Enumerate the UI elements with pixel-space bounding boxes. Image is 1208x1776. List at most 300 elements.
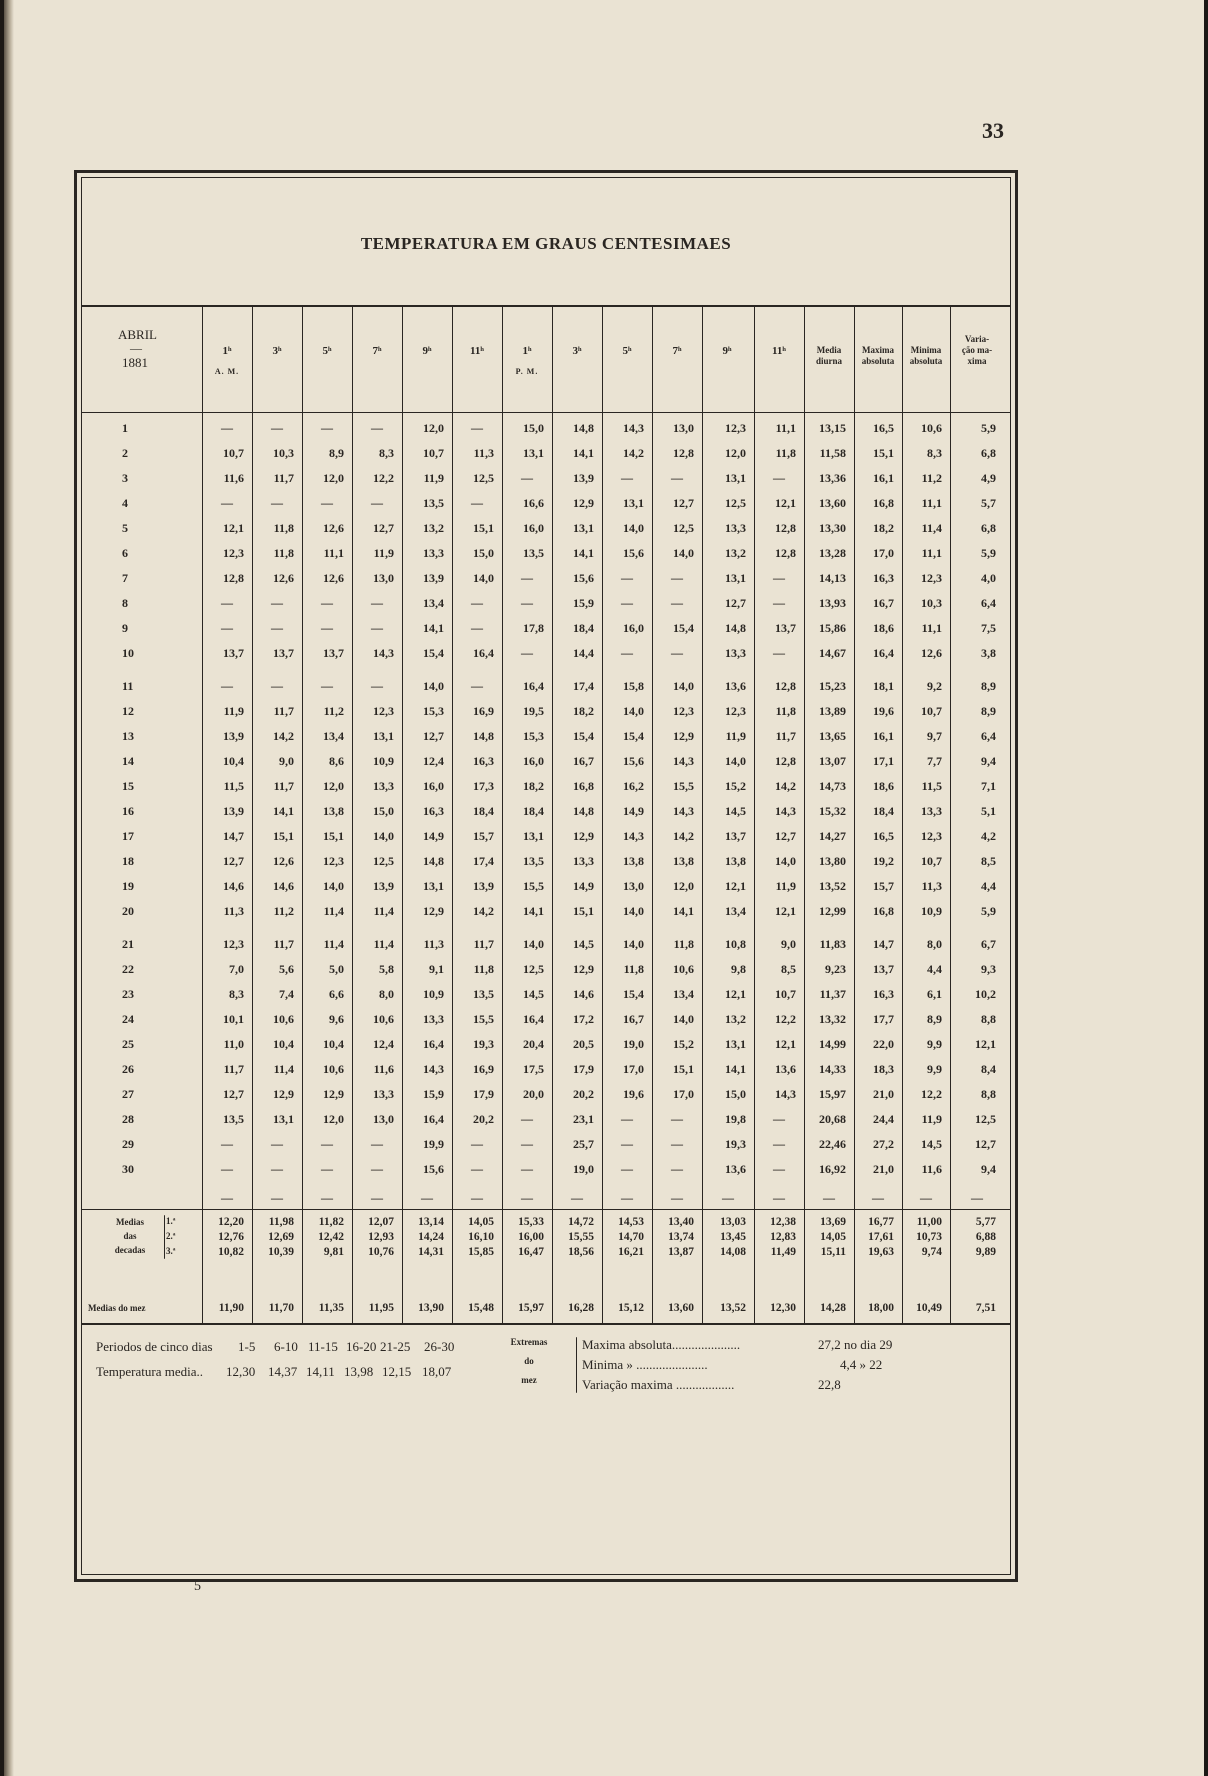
table-row [82,567,1010,589]
value-cell: 16,2 [623,779,644,793]
decade-mean-cell: 14,31 [418,1246,444,1258]
value-cell: 15,23 [819,679,846,693]
day-cell: 22 [122,962,134,976]
value-cell: 11,9 [423,471,444,485]
value-cell: 9,9 [927,1062,942,1076]
value-cell: 13,9 [223,804,244,818]
value-cell: 11,9 [725,729,746,743]
value-cell: — [671,1112,683,1126]
value-cell: 8,9 [927,1012,942,1026]
periods-label: Periodos de cinco dias [96,1339,213,1354]
value-cell: 10,1 [223,1012,244,1026]
decades-label: Medias das decadas [114,1217,146,1255]
header-hour-11 [702,307,752,412]
value-cell: 4,4 [927,962,942,976]
value-cell: 14,8 [573,804,594,818]
value-cell: — [271,421,283,435]
value-cell: 12,0 [323,1112,344,1126]
value-cell: 14,0 [473,571,494,585]
value-cell: 9,6 [329,1012,344,1026]
value-cell: 12,0 [323,471,344,485]
value-cell: 11,8 [623,962,644,976]
value-cell: 15,6 [623,754,644,768]
table-row [82,1008,1010,1030]
value-cell: 19,6 [623,1087,644,1101]
value-cell: 5,9 [981,546,996,560]
value-cell: 4,2 [981,829,996,843]
value-cell: 14,9 [623,804,644,818]
value-cell: 12,5 [725,496,746,510]
value-cell: 11,7 [775,729,796,743]
column-rule [652,307,653,1323]
header-pm: P. M. [515,367,539,376]
day-cell: 5 [122,521,128,535]
column-rule [754,307,755,1323]
value-cell: 12,7 [775,829,796,843]
value-cell: — [371,496,383,510]
value-cell: 16,0 [523,521,544,535]
value-cell: 12,1 [725,987,746,1001]
value-cell: 16,4 [523,1012,544,1026]
value-cell: 5,0 [329,962,344,976]
table-row [82,1158,1010,1180]
table-row [82,1133,1010,1155]
day-cell: 8 [122,596,128,610]
value-cell: 14,1 [423,621,444,635]
value-cell: 17,7 [873,1012,894,1026]
value-cell: — [271,1137,283,1151]
value-cell: 11,8 [673,937,694,951]
value-cell: 13,7 [223,646,244,660]
header-hour-10 [652,307,702,412]
day-cell: 9 [122,621,128,635]
value-cell: — [571,1191,583,1205]
value-cell: 15,7 [473,829,494,843]
value-cell: 11,9 [223,704,244,718]
value-cell: 12,3 [373,704,394,718]
value-cell: 12,9 [573,496,594,510]
page [4,0,1204,1776]
value-cell: 25,7 [573,1137,594,1151]
value-cell: 11,4 [373,937,394,951]
value-cell: 10,6 [273,1012,294,1026]
decade-number: 1.ª [166,1216,176,1226]
value-cell: — [521,571,533,585]
value-cell: 9,2 [927,679,942,693]
column-rule [804,307,805,1323]
value-cell: 15,7 [873,879,894,893]
value-cell: 16,4 [473,646,494,660]
variacao-maxima-label: Variação maxima .................. [582,1377,735,1392]
decade-mean-cell: 13,45 [720,1231,746,1243]
value-cell: — [471,621,483,635]
value-cell: 16,3 [473,754,494,768]
value-cell: — [823,1191,835,1205]
value-cell: 13,3 [373,779,394,793]
table-row [82,775,1010,797]
value-cell: — [621,1112,633,1126]
value-cell: 15,6 [623,546,644,560]
value-cell: 13,7 [273,646,294,660]
table-row [82,983,1010,1005]
value-cell: 14,0 [623,704,644,718]
period-temp: 13,98 [344,1364,374,1379]
period-temp: 12,15 [382,1364,412,1379]
value-cell: 8,5 [781,962,796,976]
value-cell: — [521,646,533,660]
day-cell: 18 [122,854,134,868]
value-cell: 8,3 [229,987,244,1001]
value-cell: — [621,471,633,485]
value-cell: 13,5 [523,854,544,868]
header-hour-label: 9ʰ [722,345,732,357]
day-cell: 3 [122,471,128,485]
value-cell: 13,8 [623,854,644,868]
decade-mean-cell: 10,76 [368,1246,394,1258]
value-cell: 13,1 [573,521,594,535]
value-cell: 11,3 [473,446,494,460]
value-cell: 19,2 [873,854,894,868]
value-cell: 12,9 [273,1087,294,1101]
value-cell: — [521,1112,533,1126]
value-cell: 12,9 [573,829,594,843]
value-cell: — [773,596,785,610]
value-cell: 14,5 [725,804,746,818]
value-cell: 4,4 [981,879,996,893]
value-cell: 12,5 [673,521,694,535]
value-cell: 14,1 [523,904,544,918]
header-maxima-absoluta: Maxima absoluta [861,345,895,366]
value-cell: 11,4 [323,937,344,951]
decade-mean-cell: 9,89 [975,1246,996,1258]
header-hour-6 [452,307,502,412]
value-cell: 18,2 [873,521,894,535]
value-cell: 15,2 [725,779,746,793]
value-cell: 15,9 [423,1087,444,1101]
value-cell: — [621,1191,633,1205]
column-rule [252,307,253,1323]
day-cell: 15 [122,779,134,793]
table-row [82,900,1010,922]
header-month-cell [82,307,202,412]
day-cell: 13 [122,729,134,743]
extremas-brace [576,1337,577,1393]
value-cell: 12,8 [223,571,244,585]
header-am: A. M. [214,367,240,376]
value-cell: — [471,1162,483,1176]
header-hour-label: 5ʰ [322,345,332,357]
value-cell: 12,9 [423,904,444,918]
day-cell: 10 [122,646,134,660]
decade-mean-cell: 15,85 [468,1246,494,1258]
value-cell: — [872,1191,884,1205]
value-cell: — [773,1137,785,1151]
value-cell: 8,4 [981,1062,996,1076]
value-cell: 16,4 [423,1037,444,1051]
value-cell: 10,7 [921,854,942,868]
header-hour-label: 3ʰ [272,345,282,357]
value-cell: 12,7 [223,1087,244,1101]
decade-mean-cell: 16,21 [618,1246,644,1258]
value-cell: 18,4 [573,621,594,635]
value-cell: 16,6 [523,496,544,510]
value-cell: 16,9 [473,704,494,718]
value-cell: 12,8 [775,754,796,768]
value-cell: 11,6 [373,1062,394,1076]
value-cell: 9,4 [981,1162,996,1176]
table-inner-frame [81,177,1011,1575]
value-cell: 14,9 [423,829,444,843]
value-cell: 12,9 [323,1087,344,1101]
value-cell: 13,1 [725,471,746,485]
value-cell: 12,3 [725,704,746,718]
value-cell: 21,0 [873,1087,894,1101]
table-row [82,825,1010,847]
value-cell: 11,7 [273,937,294,951]
value-cell: 12,3 [673,704,694,718]
header-hour-9 [602,307,652,412]
value-cell: 14,0 [423,679,444,693]
value-cell: 16,4 [523,679,544,693]
decade-mean-cell: 12,69 [268,1231,294,1243]
value-cell: 15,3 [423,704,444,718]
value-cell: 9,0 [279,754,294,768]
table-row [82,958,1010,980]
value-cell: 16,3 [873,987,894,1001]
value-cell: 10,7 [921,704,942,718]
value-cell: 16,0 [623,621,644,635]
value-cell: 10,4 [323,1037,344,1051]
value-cell: 12,9 [573,962,594,976]
decade-mean-cell: 11,98 [268,1216,294,1228]
header-hour-7 [502,307,552,412]
value-cell: 10,7 [775,987,796,1001]
decade-mean-cell: 19,63 [868,1246,894,1258]
value-cell: — [671,596,683,610]
value-cell: 11,3 [423,937,444,951]
value-cell: 11,8 [273,546,294,560]
decade-mean-cell: 5,77 [975,1216,996,1228]
value-cell: 13,07 [819,754,846,768]
decade-mean-cell: 13,74 [668,1231,694,1243]
month-means-label: Medias do mez [88,1303,146,1313]
value-cell: — [271,621,283,635]
header-hour-label: 5ʰ [622,345,632,357]
value-cell: 16,1 [873,471,894,485]
value-cell: — [321,679,333,693]
decade-mean-cell: 14,05 [820,1231,846,1243]
month-mean-cell: 15,12 [618,1302,644,1314]
value-cell: 14,2 [273,729,294,743]
value-cell: 15,0 [373,804,394,818]
value-cell: — [521,1162,533,1176]
month-means-row [82,1300,1010,1316]
value-cell: 22,0 [873,1037,894,1051]
value-cell: — [920,1191,932,1205]
value-cell: 11,6 [921,1162,942,1176]
table-title: TEMPERATURA EM GRAUS CENTESIMAES [360,234,732,253]
value-cell: 15,6 [573,571,594,585]
value-cell: — [621,596,633,610]
value-cell: 13,3 [921,804,942,818]
value-cell: 27,2 [873,1137,894,1151]
value-cell: — [671,1162,683,1176]
value-cell: 6,1 [927,987,942,1001]
value-cell: 13,3 [725,646,746,660]
value-cell: 11,9 [373,546,394,560]
value-cell: 13,4 [725,904,746,918]
value-cell: 11,83 [819,937,846,951]
value-cell: 14,27 [819,829,846,843]
day-cell: 27 [122,1087,134,1101]
value-cell: 11,58 [819,446,846,460]
value-cell: 13,32 [819,1012,846,1026]
day-cell: 24 [122,1012,134,1026]
value-cell: 16,5 [873,829,894,843]
value-cell: 12,0 [423,421,444,435]
value-cell: 15,8 [623,679,644,693]
header-hour-4 [352,307,402,412]
decade-mean-cell: 12,93 [368,1231,394,1243]
value-cell: — [371,421,383,435]
value-cell: 16,9 [473,1062,494,1076]
table-row [82,725,1010,747]
value-cell: 11,2 [323,704,344,718]
value-cell: 20,68 [819,1112,846,1126]
value-cell: 14,3 [775,1087,796,1101]
value-cell: 12,1 [775,1037,796,1051]
value-cell: 13,8 [323,804,344,818]
decade-number: 3.ª [166,1246,176,1256]
value-cell: 8,9 [981,704,996,718]
value-cell: 13,1 [725,1037,746,1051]
header-hour-label: 9ʰ [422,345,432,357]
value-cell: 14,8 [725,621,746,635]
value-cell: 15,5 [473,1012,494,1026]
decade-mean-cell: 17,61 [868,1231,894,1243]
min-absoluta-label: Minima » ...................... [582,1357,708,1372]
value-cell: 14,2 [673,829,694,843]
value-cell: 9,4 [981,754,996,768]
month-mean-cell: 11,70 [268,1302,294,1314]
value-cell: 12,3 [223,546,244,560]
table-row [82,875,1010,897]
value-cell: 19,0 [573,1162,594,1176]
value-cell: — [621,571,633,585]
value-cell: 12,6 [273,571,294,585]
value-cell: 5,7 [981,496,996,510]
decade-mean-cell: 13,03 [720,1216,746,1228]
value-cell: 14,4 [573,646,594,660]
value-cell: 10,4 [223,754,244,768]
value-cell: 10,9 [373,754,394,768]
column-rule [352,307,353,1323]
value-cell: 20,5 [573,1037,594,1051]
decade-mean-cell: 14,05 [468,1216,494,1228]
decade-mean-cell: 15,11 [820,1246,846,1258]
value-cell: 13,0 [623,879,644,893]
value-cell: 14,2 [775,779,796,793]
value-cell: — [773,1191,785,1205]
value-cell: — [671,1137,683,1151]
value-cell: 15,4 [423,646,444,660]
value-cell: 16,3 [423,804,444,818]
max-absoluta-value: 27,2 no dia 29 [818,1337,893,1352]
value-cell: 11,9 [921,1112,942,1126]
day-cell: 25 [122,1037,134,1051]
period-label: 1-5 [238,1339,256,1354]
value-cell: — [371,1191,383,1205]
value-cell: 14,1 [273,804,294,818]
decade-mean-cell: 14,53 [618,1216,644,1228]
value-cell: 9,0 [781,937,796,951]
value-cell: 15,1 [573,904,594,918]
decade-mean-cell: 16,77 [868,1216,894,1228]
value-cell: 15,6 [423,1162,444,1176]
value-cell: 17,4 [473,854,494,868]
value-cell: 12,6 [323,571,344,585]
header-year: 1881 [122,355,148,370]
value-cell: 13,5 [223,1112,244,1126]
value-cell: 14,0 [323,879,344,893]
value-cell: 9,7 [927,729,942,743]
value-cell: 14,0 [523,937,544,951]
value-cell: 19,3 [725,1137,746,1151]
decade-mean-cell: 13,40 [668,1216,694,1228]
value-cell: 10,3 [273,446,294,460]
value-cell: 17,5 [523,1062,544,1076]
value-cell: — [671,471,683,485]
value-cell: 15,1 [323,829,344,843]
value-cell: 11,5 [223,779,244,793]
decade-row [82,1229,1010,1245]
day-cell: 1 [122,421,128,435]
month-mean-cell: 11,95 [368,1302,394,1314]
value-cell: 15,0 [523,421,544,435]
value-cell: 15,4 [623,987,644,1001]
value-cell: 14,67 [819,646,846,660]
column-rule [902,307,903,1323]
value-cell: 13,5 [523,546,544,560]
value-cell: 6,8 [981,446,996,460]
value-cell: 11,4 [273,1062,294,1076]
value-cell: 12,7 [373,521,394,535]
value-cell: 6,8 [981,521,996,535]
value-cell: 8,8 [981,1012,996,1026]
value-cell: 14,8 [423,854,444,868]
value-cell: 18,6 [873,621,894,635]
value-cell: 17,1 [873,754,894,768]
value-cell: 13,9 [373,879,394,893]
value-cell: 8,6 [329,754,344,768]
value-cell: 13,4 [423,596,444,610]
value-cell: 14,13 [819,571,846,585]
value-cell: 11,1 [775,421,796,435]
header-hour-3 [302,307,352,412]
value-cell: 18,4 [873,804,894,818]
value-cell: 18,2 [573,704,594,718]
value-cell: 19,5 [523,704,544,718]
decade-mean-cell: 16,00 [518,1231,544,1243]
decade-mean-cell: 12,83 [770,1231,796,1243]
value-cell: 14,1 [573,446,594,460]
value-cell: 15,4 [673,621,694,635]
header-hour-2 [252,307,302,412]
header-hour-label: 1ʰ [222,345,232,357]
day-cell: 7 [122,571,128,585]
value-cell: 14,3 [775,804,796,818]
value-cell: 10,9 [921,904,942,918]
